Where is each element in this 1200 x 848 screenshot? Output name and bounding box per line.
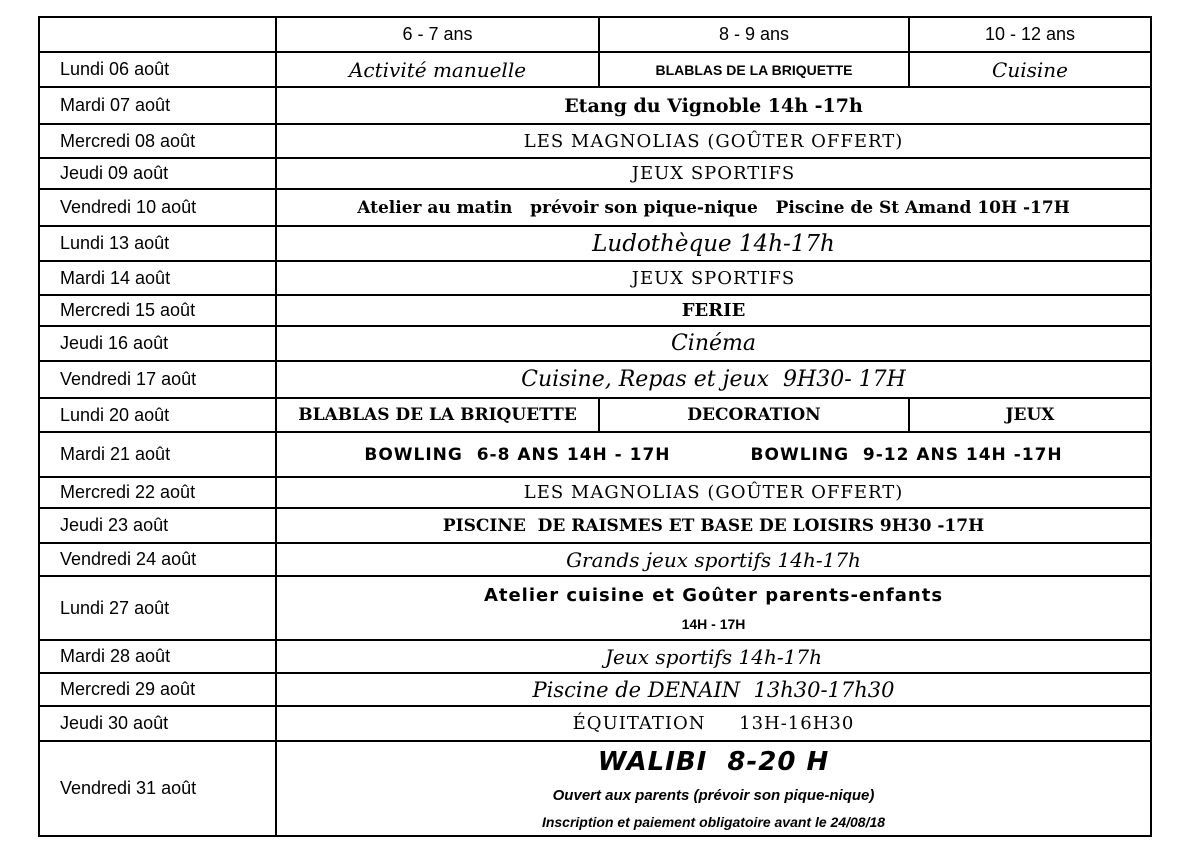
table-row xyxy=(39,398,1151,432)
day-label: Vendredi 31 août xyxy=(39,741,276,836)
table-row xyxy=(39,673,1151,706)
day-label: Lundi 20 août xyxy=(39,398,276,432)
table-row xyxy=(39,158,1151,189)
activity-cell: BLABLAS DE LA BRIQUETTE xyxy=(276,398,599,432)
day-label: Mercredi 29 août xyxy=(39,673,276,706)
activity-cell: Atelier au matin prévoir son pique-nique Piscine de St Amand 10H -17H xyxy=(276,189,1151,226)
activity-cell: JEUX xyxy=(909,398,1151,432)
schedule-table xyxy=(38,16,1152,837)
table-row xyxy=(39,295,1151,326)
table-row xyxy=(39,361,1151,398)
bowling-9-12-label: BOWLING 9-12 ANS 14H -17H xyxy=(750,444,1063,465)
activity-cell: Grands jeux sportifs 14h-17h xyxy=(276,543,1151,576)
table-row xyxy=(39,741,1151,836)
day-label: Vendredi 24 août xyxy=(39,543,276,576)
activity-cell: Cuisine, Repas et jeux 9H30- 17H xyxy=(276,361,1151,398)
atelier-hours: 14H - 17H xyxy=(681,615,746,632)
day-label: Mercredi 15 août xyxy=(39,295,276,326)
day-label: Vendredi 10 août xyxy=(39,189,276,226)
table-row xyxy=(39,87,1151,124)
day-label: Vendredi 17 août xyxy=(39,361,276,398)
day-label: Lundi 06 août xyxy=(39,52,276,87)
activity-cell xyxy=(276,432,1151,477)
day-label: Jeudi 16 août xyxy=(39,326,276,361)
activity-cell: LES MAGNOLIAS (GOÛTER OFFERT) xyxy=(276,124,1151,158)
activity-cell: BLABLAS DE LA BRIQUETTE xyxy=(599,52,909,87)
activity-cell: FERIE xyxy=(276,295,1151,326)
activity-cell: Activité manuelle xyxy=(276,52,599,87)
table-row xyxy=(39,477,1151,508)
table-row xyxy=(39,124,1151,158)
table-row xyxy=(39,226,1151,261)
activity-cell: Etang du Vignoble 14h -17h xyxy=(276,87,1151,124)
header-age-10-12: 10 - 12 ans xyxy=(909,17,1151,52)
day-label: Mardi 07 août xyxy=(39,87,276,124)
table-row xyxy=(39,326,1151,361)
activity-cell: DECORATION xyxy=(599,398,909,432)
day-label: Mardi 14 août xyxy=(39,261,276,295)
activity-cell xyxy=(276,741,1151,836)
day-label: Jeudi 09 août xyxy=(39,158,276,189)
activity-cell: Ludothèque 14h-17h xyxy=(276,226,1151,261)
activity-cell xyxy=(276,576,1151,640)
day-label: Mercredi 08 août xyxy=(39,124,276,158)
table-row xyxy=(39,640,1151,673)
header-row xyxy=(39,17,1151,52)
activity-cell: PISCINE DE RAISMES ET BASE DE LOISIRS 9H30 -17H xyxy=(276,508,1151,543)
table-row xyxy=(39,543,1151,576)
table-row xyxy=(39,576,1151,640)
corner-cell xyxy=(39,17,276,52)
header-age-8-9: 8 - 9 ans xyxy=(599,17,909,52)
header-age-6-7: 6 - 7 ans xyxy=(276,17,599,52)
walibi-note: Ouvert aux parents (prévoir son pique-nique) xyxy=(552,787,875,804)
activity-cell: JEUX SPORTIFS xyxy=(276,158,1151,189)
day-label: Mardi 21 août xyxy=(39,432,276,477)
atelier-title: Atelier cuisine et Goûter parents-enfants xyxy=(483,584,944,606)
activity-cell: JEUX SPORTIFS xyxy=(276,261,1151,295)
table-row xyxy=(39,261,1151,295)
day-label: Mardi 28 août xyxy=(39,640,276,673)
day-label: Lundi 13 août xyxy=(39,226,276,261)
day-label: Lundi 27 août xyxy=(39,576,276,640)
day-label: Jeudi 30 août xyxy=(39,706,276,741)
activity-cell: Cuisine xyxy=(909,52,1151,87)
table-row xyxy=(39,189,1151,226)
activity-cell: ÉQUITATION 13H-16H30 xyxy=(276,706,1151,741)
walibi-title: WALIBI 8-20 H xyxy=(597,747,830,777)
table-row xyxy=(39,432,1151,477)
table-row xyxy=(39,508,1151,543)
day-label: Mercredi 22 août xyxy=(39,477,276,508)
bowling-6-8-label: BOWLING 6-8 ANS 14H - 17H xyxy=(364,444,671,465)
table-row xyxy=(39,52,1151,87)
activity-cell: Jeux sportifs 14h-17h xyxy=(276,640,1151,673)
activity-cell: LES MAGNOLIAS (GOÛTER OFFERT) xyxy=(276,477,1151,508)
day-label: Jeudi 23 août xyxy=(39,508,276,543)
table-row xyxy=(39,706,1151,741)
activity-cell: Cinéma xyxy=(276,326,1151,361)
walibi-deadline: Inscription et paiement obligatoire avant le 24/08/18 xyxy=(541,814,886,830)
activity-cell: Piscine de DENAIN 13h30-17h30 xyxy=(276,673,1151,706)
